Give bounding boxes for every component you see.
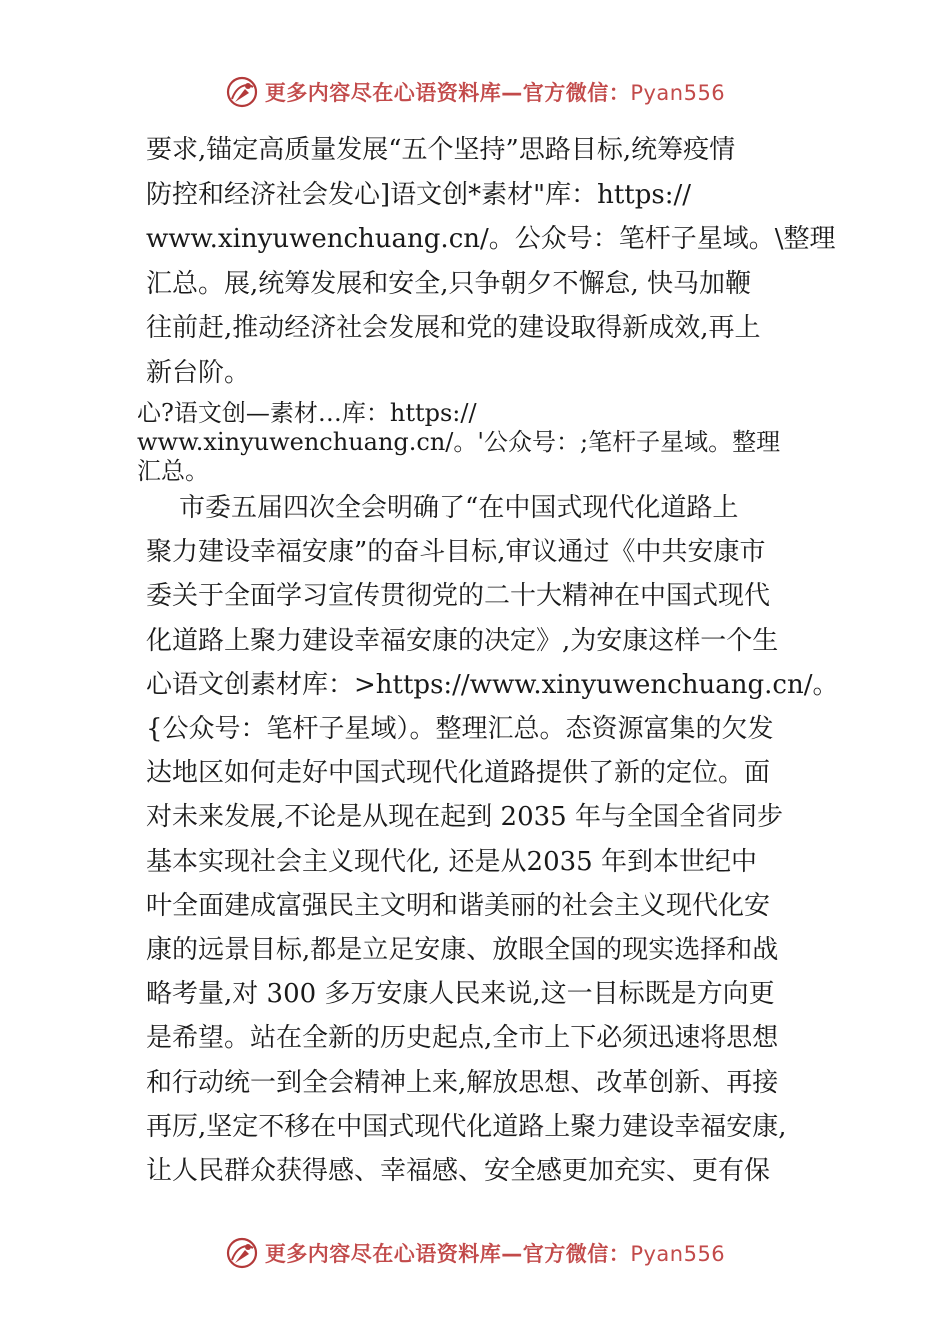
paragraph-line: 要求,锚定高质量发展“五个坚持”思路目标,统筹疫情: [146, 135, 736, 165]
footer-banner-label: 更多内容尽在心语资料库—官方微信：: [264, 1242, 631, 1266]
footer-wechat-id: Pyan556: [630, 1242, 726, 1266]
paragraph-line: 再厉,坚定不移在中国式现代化道路上聚力建设幸福安康,: [146, 1111, 787, 1142]
paragraph-line: 是希望。站在全新的历史起点,全市上下必须迅速将思想: [146, 1023, 779, 1054]
paragraph-line: 略考量,对 300 多万安康人民来说,这一目标既是方向更: [146, 979, 775, 1010]
paragraph-line: 康的远景目标,都是立足安康、放眼全国的现实选择和战: [146, 935, 779, 966]
header-banner-label: 更多内容尽在心语资料库—官方微信：: [264, 81, 631, 105]
paragraph-line: www.xinyuwenchuang.cn/。公众号：笔杆子星域。\整理: [146, 224, 836, 254]
footer-banner-text: [265, 1238, 725, 1268]
paragraph-2: [137, 399, 780, 486]
paragraph-line: 基本实现社会主义现代化, 还是从2035 年到本世纪中: [146, 846, 757, 877]
paragraph-line: 汇总。: [137, 457, 209, 485]
paragraph-line: 达地区如何走好中国式现代化道路提供了新的定位。面: [146, 758, 771, 789]
paragraph-line: 市委五届四次全会明确了“在中国式现代化道路上: [146, 493, 739, 523]
paragraph-line: 和行动统一到全会精神上来,解放思想、改革创新、再接: [146, 1067, 779, 1098]
paragraph-1: [146, 128, 836, 395]
paragraph-line: www.xinyuwenchuang.cn/。'公众号：;笔杆子星域。整理: [137, 428, 781, 456]
paragraph-line: 心语文创素材库：>https://www.xinyuwenchuang.cn/。: [146, 669, 839, 700]
paragraph-line: 叶全面建成富强民主文明和谐美丽的社会主义现代化安: [146, 890, 771, 921]
library-logo-icon: [225, 75, 259, 109]
paragraph-line: 化道路上聚力建设幸福安康的决定》,为安康这样一个生: [146, 625, 779, 656]
paragraph-line: 让人民群众获得感、幸福感、安全感更加充实、更有保: [146, 1156, 771, 1187]
header-banner: [0, 68, 950, 116]
paragraph-3: [146, 486, 838, 1193]
paragraph-line: 委关于全面学习宣传贯彻党的二十大精神在中国式现代: [146, 581, 771, 612]
paragraph-line: 新台阶。: [146, 357, 251, 388]
paragraph-line: 汇总。展,统筹发展和安全,只争朝夕不懈怠, 快马加鞭: [146, 268, 752, 299]
footer-banner: [0, 1229, 950, 1277]
library-logo-icon: [225, 1236, 259, 1270]
paragraph-line: {公众号：笔杆子星域）。整理汇总。态资源富集的欠发: [146, 714, 774, 745]
paragraph-line: 聚力建设幸福安康”的奋斗目标,审议通过《中共安康市: [146, 537, 766, 568]
paragraph-line: 心?语文创—素材…库：https://: [137, 399, 477, 427]
paragraph-line: 对未来发展,不论是从现在起到 2035 年与全国全省同步: [146, 802, 783, 833]
header-wechat-id: Pyan556: [630, 81, 726, 105]
paragraph-line: 防控和经济社会发心]语文创*素材"库：https://: [146, 179, 692, 210]
paragraph-line: 往前赶,推动经济社会发展和党的建设取得新成效,再上: [146, 313, 761, 343]
header-banner-text: [265, 77, 725, 107]
